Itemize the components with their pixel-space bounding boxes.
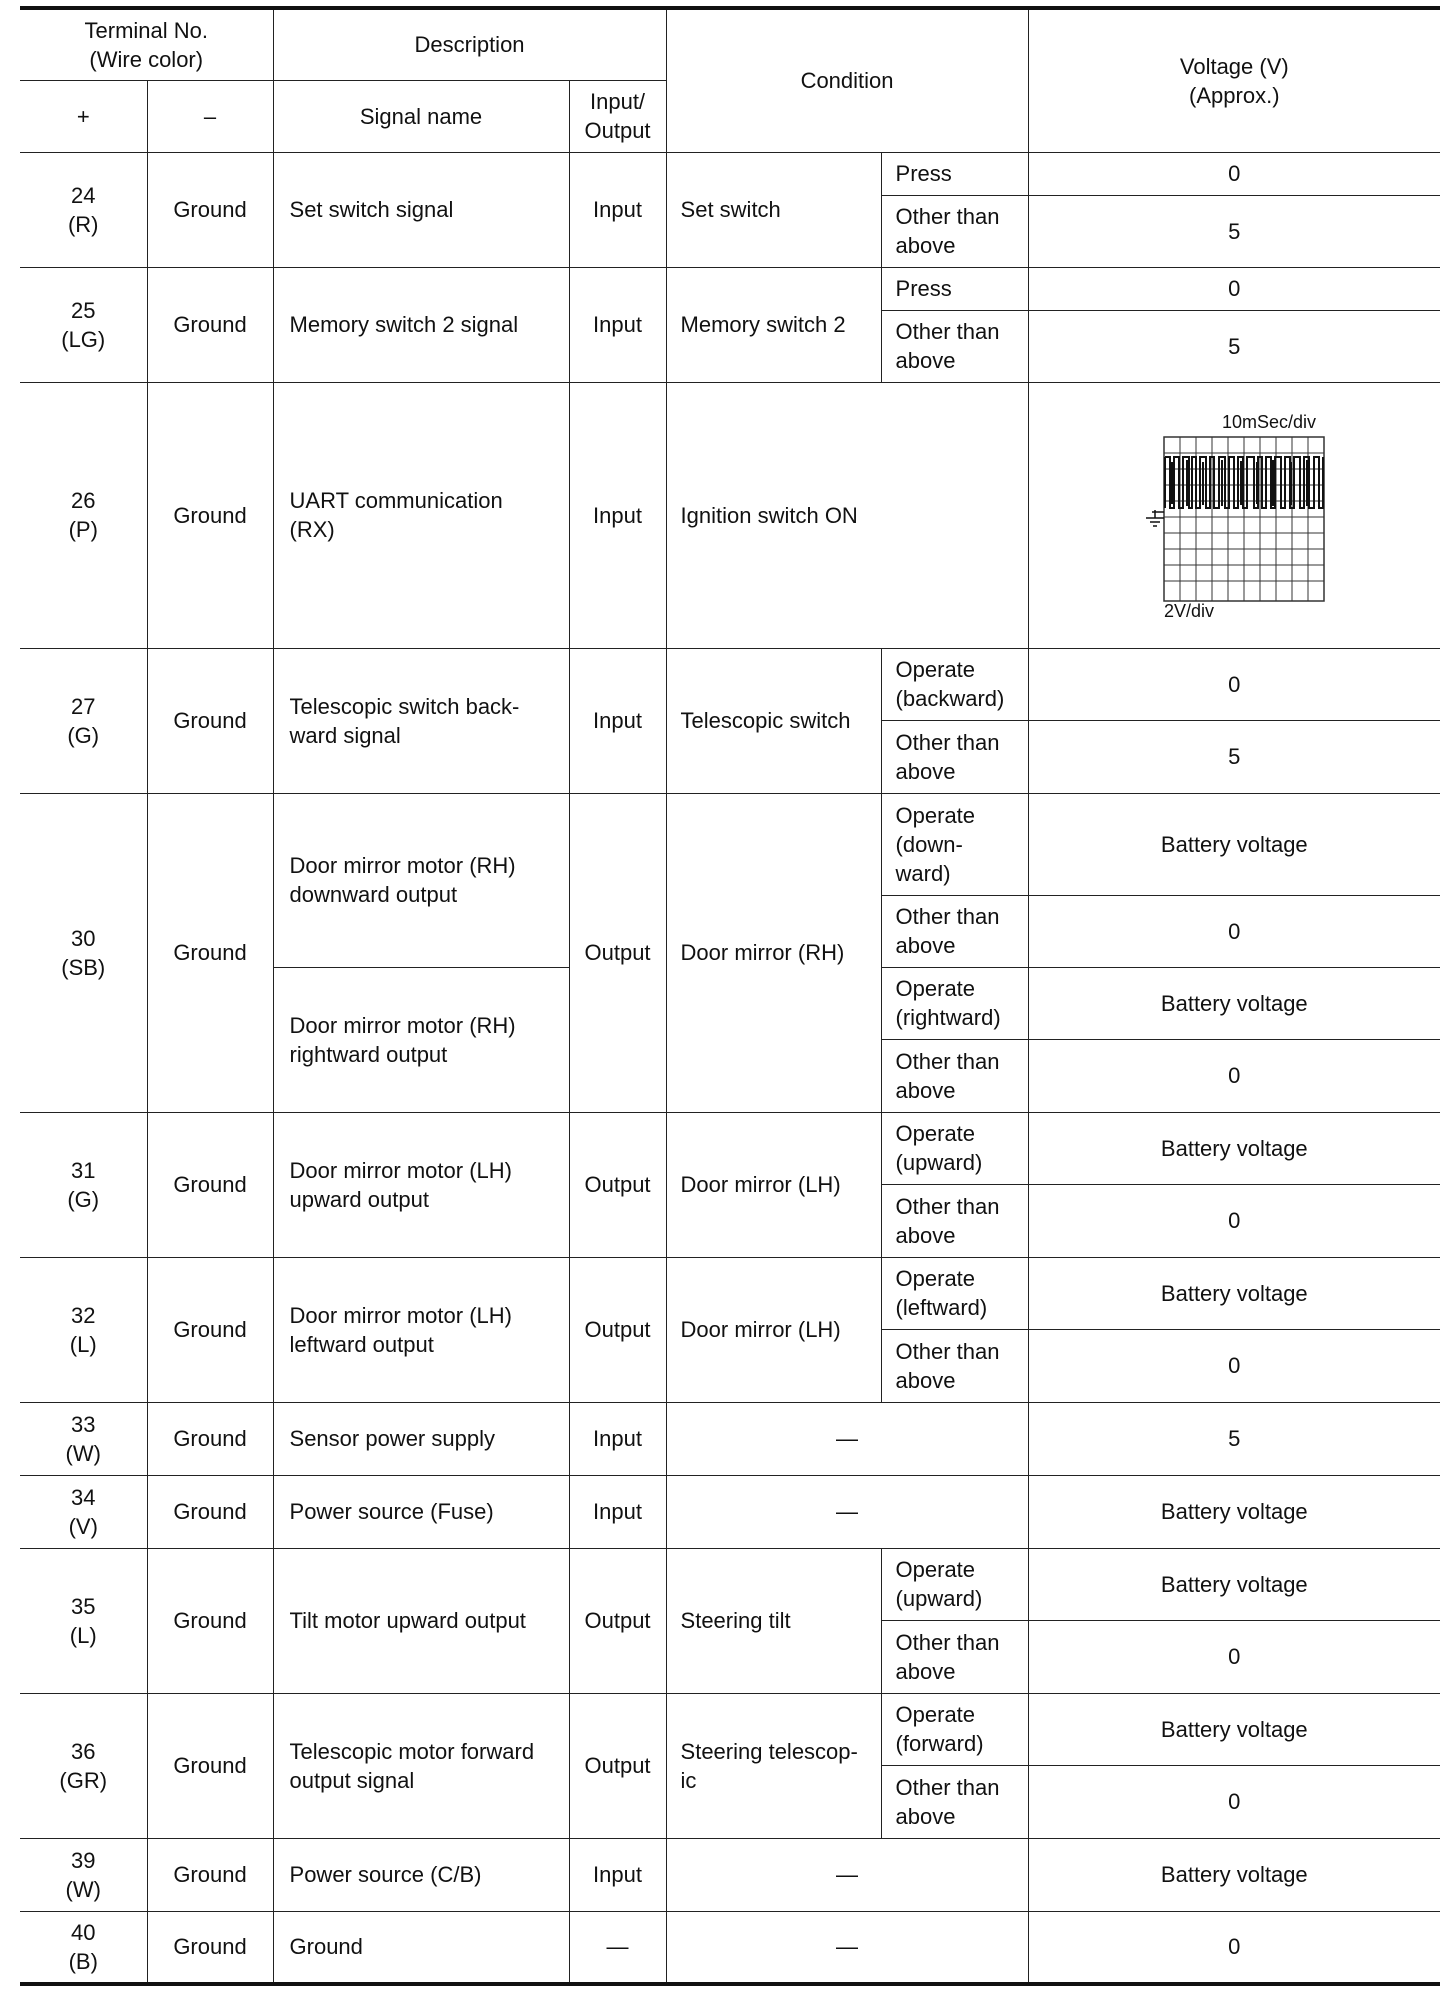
state-cell: Press xyxy=(881,267,1028,310)
io-cell: — xyxy=(569,1911,666,1984)
header-io: Input/ Output xyxy=(569,80,666,152)
ground-cell: Ground xyxy=(147,793,273,1112)
condition-cell: — xyxy=(666,1402,1028,1475)
condition-cell: Ignition switch ON xyxy=(666,382,1028,648)
voltage-cell: 5 xyxy=(1028,1402,1440,1475)
state-cell: Operate (forward) xyxy=(881,1693,1028,1765)
voltage-cell: 0 xyxy=(1028,648,1440,720)
voltage-cell: Battery voltage xyxy=(1028,1693,1440,1765)
table-row xyxy=(20,1112,1440,1184)
voltage-cell: 5 xyxy=(1028,195,1440,267)
state-cell: Operate (rightward) xyxy=(881,967,1028,1039)
header-signal-name: Signal name xyxy=(273,80,569,152)
terminal-cell: 30 (SB) xyxy=(20,793,147,1112)
table-row xyxy=(20,648,1440,720)
state-cell: Operate (backward) xyxy=(881,648,1028,720)
voltage-cell: 0 xyxy=(1028,1039,1440,1112)
signal-name-cell: Power source (Fuse) xyxy=(273,1475,569,1548)
io-cell: Output xyxy=(569,1548,666,1693)
ground-cell: Ground xyxy=(147,267,273,382)
condition-cell: — xyxy=(666,1475,1028,1548)
terminal-cell: 33 (W) xyxy=(20,1402,147,1475)
state-cell: Other than above xyxy=(881,720,1028,793)
voltage-cell: Battery voltage xyxy=(1028,967,1440,1039)
state-cell: Other than above xyxy=(881,895,1028,967)
ground-cell: Ground xyxy=(147,1911,273,1984)
voltage-cell: Battery voltage xyxy=(1028,1548,1440,1620)
io-cell: Input xyxy=(569,1402,666,1475)
voltage-cell: 0 xyxy=(1028,1184,1440,1257)
signal-name-cell: Telescopic switch back- ward signal xyxy=(273,648,569,793)
terminal-cell: 39 (W) xyxy=(20,1838,147,1911)
io-cell: Output xyxy=(569,1693,666,1838)
table-row xyxy=(20,382,1440,648)
time-scale-label: 10mSec/div xyxy=(1222,412,1317,432)
signal-name-cell: Sensor power supply xyxy=(273,1402,569,1475)
terminal-cell: 31 (G) xyxy=(20,1112,147,1257)
condition-cell: Set switch xyxy=(666,152,881,267)
table-row xyxy=(20,267,1440,310)
table-row xyxy=(20,1693,1440,1765)
voltage-cell: Battery voltage xyxy=(1028,1257,1440,1329)
voltage-cell xyxy=(1028,382,1440,648)
table-row xyxy=(20,1838,1440,1911)
header-terminal: Terminal No. (Wire color) xyxy=(20,8,273,80)
io-cell: Input xyxy=(569,382,666,648)
state-cell: Other than above xyxy=(881,1184,1028,1257)
ground-cell: Ground xyxy=(147,1257,273,1402)
voltage-cell: 0 xyxy=(1028,1765,1440,1838)
signal-name-cell: Telescopic motor forward output signal xyxy=(273,1693,569,1838)
voltage-cell: 0 xyxy=(1028,152,1440,195)
io-cell: Output xyxy=(569,1257,666,1402)
signal-name-cell: UART communication (RX) xyxy=(273,382,569,648)
state-cell: Press xyxy=(881,152,1028,195)
terminal-cell: 34 (V) xyxy=(20,1475,147,1548)
ground-cell: Ground xyxy=(147,648,273,793)
table-row xyxy=(20,1257,1440,1329)
condition-cell: Telescopic switch xyxy=(666,648,881,793)
condition-cell: — xyxy=(666,1838,1028,1911)
ground-cell: Ground xyxy=(147,152,273,267)
table-row xyxy=(20,1911,1440,1984)
io-cell: Input xyxy=(569,648,666,793)
voltage-cell: 0 xyxy=(1028,895,1440,967)
header-condition: Condition xyxy=(666,8,1028,152)
state-cell: Operate (upward) xyxy=(881,1112,1028,1184)
terminal-cell: 36 (GR) xyxy=(20,1693,147,1838)
condition-cell: Memory switch 2 xyxy=(666,267,881,382)
table-row xyxy=(20,1475,1440,1548)
ground-cell: Ground xyxy=(147,1548,273,1693)
header-voltage: Voltage (V) (Approx.) xyxy=(1028,8,1440,152)
voltage-cell: 0 xyxy=(1028,1329,1440,1402)
ground-cell: Ground xyxy=(147,1112,273,1257)
header-plus: + xyxy=(20,80,147,152)
terminal-cell: 35 (L) xyxy=(20,1548,147,1693)
header-minus: – xyxy=(147,80,273,152)
voltage-cell: Battery voltage xyxy=(1028,1475,1440,1548)
signal-name-cell: Set switch signal xyxy=(273,152,569,267)
ground-cell: Ground xyxy=(147,1402,273,1475)
io-cell: Input xyxy=(569,1475,666,1548)
state-cell: Other than above xyxy=(881,1765,1028,1838)
terminal-cell: 26 (P) xyxy=(20,382,147,648)
terminal-cell: 25 (LG) xyxy=(20,267,147,382)
condition-cell: Door mirror (LH) xyxy=(666,1112,881,1257)
voltage-scale-label: 2V/div xyxy=(1164,601,1215,620)
condition-cell: Steering telescop- ic xyxy=(666,1693,881,1838)
state-cell: Other than above xyxy=(881,1620,1028,1693)
signal-name-cell: Door mirror motor (LH) leftward output xyxy=(273,1257,569,1402)
ground-cell: Ground xyxy=(147,1693,273,1838)
io-cell: Input xyxy=(569,152,666,267)
io-cell: Output xyxy=(569,793,666,1112)
condition-cell: Door mirror (RH) xyxy=(666,793,881,1112)
voltage-cell: 5 xyxy=(1028,310,1440,382)
oscilloscope-waveform xyxy=(1029,410,1441,620)
voltage-cell: Battery voltage xyxy=(1028,1838,1440,1911)
signal-name-cell: Power source (C/B) xyxy=(273,1838,569,1911)
ground-cell: Ground xyxy=(147,1475,273,1548)
condition-cell: Steering tilt xyxy=(666,1548,881,1693)
terminal-cell: 40 (B) xyxy=(20,1911,147,1984)
table-row xyxy=(20,152,1440,195)
condition-cell: — xyxy=(666,1911,1028,1984)
condition-cell: Door mirror (LH) xyxy=(666,1257,881,1402)
state-cell: Operate (down- ward) xyxy=(881,793,1028,895)
signal-name-cell: Tilt motor upward output xyxy=(273,1548,569,1693)
state-cell: Other than above xyxy=(881,310,1028,382)
voltage-cell: 0 xyxy=(1028,267,1440,310)
signal-name-cell: Ground xyxy=(273,1911,569,1984)
header-description: Description xyxy=(273,8,666,80)
terminal-cell: 27 (G) xyxy=(20,648,147,793)
voltage-cell: Battery voltage xyxy=(1028,793,1440,895)
state-cell: Operate (upward) xyxy=(881,1548,1028,1620)
state-cell: Other than above xyxy=(881,195,1028,267)
voltage-cell: 5 xyxy=(1028,720,1440,793)
terminal-table-sheet xyxy=(20,6,1440,1986)
state-cell: Other than above xyxy=(881,1329,1028,1402)
table-row xyxy=(20,1402,1440,1475)
table-row xyxy=(20,793,1440,895)
table-row xyxy=(20,1548,1440,1620)
voltage-cell: Battery voltage xyxy=(1028,1112,1440,1184)
io-cell: Input xyxy=(569,1838,666,1911)
header-row-1 xyxy=(20,8,1440,80)
terminal-cell: 32 (L) xyxy=(20,1257,147,1402)
ground-cell: Ground xyxy=(147,1838,273,1911)
ground-cell: Ground xyxy=(147,382,273,648)
signal-name-cell: Door mirror motor (LH) upward output xyxy=(273,1112,569,1257)
state-cell: Operate (leftward) xyxy=(881,1257,1028,1329)
signal-name-cell: Door mirror motor (RH) downward output xyxy=(273,793,569,967)
io-cell: Output xyxy=(569,1112,666,1257)
signal-name-cell: Door mirror motor (RH) rightward output xyxy=(273,967,569,1112)
state-cell: Other than above xyxy=(881,1039,1028,1112)
terminal-cell: 24 (R) xyxy=(20,152,147,267)
io-cell: Input xyxy=(569,267,666,382)
signal-name-cell: Memory switch 2 signal xyxy=(273,267,569,382)
terminal-table xyxy=(20,6,1440,1986)
voltage-cell: 0 xyxy=(1028,1911,1440,1984)
waveform-figure xyxy=(1134,410,1334,620)
voltage-cell: 0 xyxy=(1028,1620,1440,1693)
